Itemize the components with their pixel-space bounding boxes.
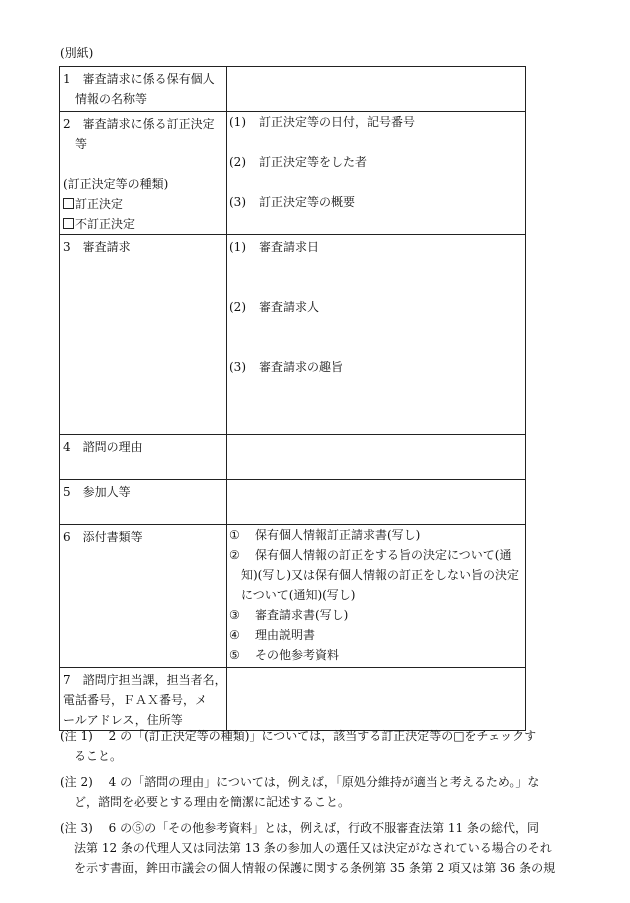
note-2-line1: (注 2) 4 の「諮問の理由」については，例えば，「原処分維持が適当と考えるため。」な xyxy=(60,775,540,789)
row2-item-2-text: 訂正決定等をした者 xyxy=(259,155,368,169)
attachment-5 xyxy=(229,645,523,665)
attachment-1-num: ① xyxy=(229,528,240,542)
row2-item-3 xyxy=(229,192,523,212)
attachment-2-num: ② xyxy=(229,548,240,562)
inquiry-form-table xyxy=(59,66,526,731)
row3-item-3 xyxy=(229,357,523,377)
note-1 xyxy=(60,726,555,766)
row2-value xyxy=(227,112,526,235)
non-correction-checkbox[interactable] xyxy=(63,218,74,229)
row2-item-3-text: 訂正決定等の概要 xyxy=(259,195,356,209)
row3-item-1 xyxy=(229,237,523,257)
note-2-line2: ど，諮問を必要とする理由を簡潔に記述すること。 xyxy=(74,795,351,809)
row6-label-text: 6 添付書類等 xyxy=(63,530,143,544)
decision-kinds-title: (訂正決定等の種類) xyxy=(63,177,169,191)
row3-item-2 xyxy=(229,297,523,317)
attachment-4-num: ④ xyxy=(229,628,240,642)
row1-value xyxy=(227,67,526,112)
attachment-2-text-line3: について(通知)(写し) xyxy=(241,588,356,602)
row2-item-3-num: (3) xyxy=(229,195,246,209)
attachment-5-num: ⑤ xyxy=(229,648,240,662)
attachment-label: (別紙) xyxy=(60,46,94,60)
row2-label-line1: 2 審査請求に係る訂正決定 xyxy=(63,117,215,131)
note-3 xyxy=(60,818,555,878)
row7-label-line1: 7 諮問庁担当課，担当者名， xyxy=(63,673,227,687)
row7-label-line3: ールアドレス，住所等 xyxy=(63,713,183,727)
row5-label-text: 5 参加人等 xyxy=(63,485,131,499)
row4-label-text: 4 諮問の理由 xyxy=(63,440,143,454)
row3-item-2-text: 審査請求人 xyxy=(259,300,320,314)
attachment-2 xyxy=(229,545,523,565)
row3-item-1-num: (1) xyxy=(229,240,246,254)
row3-label xyxy=(60,235,227,435)
row2-item-1-num: (1) xyxy=(229,115,246,129)
kind-correction-label: 訂正決定 xyxy=(75,197,124,211)
row3-label-text: 3 審査請求 xyxy=(63,240,131,254)
attachment-3-num: ③ xyxy=(229,608,240,622)
row-correction-decision xyxy=(60,112,526,235)
attachment-5-text: その他参考資料 xyxy=(255,648,340,662)
row2-item-2-num: (2) xyxy=(229,155,246,169)
attachment-1-text: 保有個人情報訂正請求書(写し) xyxy=(255,528,421,542)
row3-item-2-num: (2) xyxy=(229,300,246,314)
row3-value xyxy=(227,235,526,435)
row5-value xyxy=(227,480,526,525)
attachment-2-text-line2: 知)(写し)又は保有個人情報の訂正をしない旨の決定 xyxy=(241,568,520,582)
row5-label xyxy=(60,480,227,525)
row-inquiry-reason xyxy=(60,435,526,480)
row3-item-1-text: 審査請求日 xyxy=(259,240,320,254)
note-3-line3: を示す書面，鉾田市議会の個人情報の保護に関する条例第 35 条第 2 項又は第 36 条の規 xyxy=(74,861,556,875)
attachment-1 xyxy=(229,525,523,545)
note-1-line2: ること。 xyxy=(74,749,123,763)
row2-item-2 xyxy=(229,152,523,172)
row1-label-line2: 情報の名称等 xyxy=(75,92,148,106)
row7-label-line2: 電話番号，ＦＡＸ番号，メ xyxy=(63,693,208,707)
kind-non-correction-label: 不訂正決定 xyxy=(75,217,136,231)
row2-label xyxy=(60,112,227,235)
row1-label-line1: 1 審査請求に係る保有個人 xyxy=(63,72,215,86)
row6-value xyxy=(227,525,526,668)
row3-item-3-num: (3) xyxy=(229,360,246,374)
row7-label xyxy=(60,668,227,731)
attachment-4 xyxy=(229,625,523,645)
note-1-line1: (注 1) 2 の「(訂正決定等の種類)」については，該当する訂正決定等の□をチェックす xyxy=(60,729,537,743)
row6-label xyxy=(60,525,227,668)
notes-section xyxy=(60,726,555,884)
row-inquiry-request xyxy=(60,235,526,435)
row1-label xyxy=(60,67,227,112)
correction-checkbox[interactable] xyxy=(63,198,74,209)
row4-value xyxy=(227,435,526,480)
row-attachments xyxy=(60,525,526,668)
row-participants xyxy=(60,480,526,525)
row2-item-1-text: 訂正決定等の日付，記号番号 xyxy=(259,115,416,129)
attachment-3 xyxy=(229,605,523,625)
row-personal-info xyxy=(60,67,526,112)
note-2 xyxy=(60,772,555,812)
row2-spacer xyxy=(63,154,223,174)
attachment-2-text-line1: 保有個人情報の訂正をする旨の決定について(通 xyxy=(255,548,512,562)
attachment-4-text: 理由説明書 xyxy=(255,628,316,642)
row2-item-1 xyxy=(229,112,523,132)
kind-non-correction[interactable] xyxy=(63,214,223,234)
row-contact xyxy=(60,668,526,731)
note-3-line2: 法第 12 条の代理人又は同法第 13 条の参加人の選任又は決定がなされている場合のそれ xyxy=(74,841,552,855)
row7-value xyxy=(227,668,526,731)
attachment-3-text: 審査請求書(写し) xyxy=(255,608,349,622)
row2-label-line2: 等 xyxy=(75,137,88,151)
row4-label xyxy=(60,435,227,480)
note-3-line1: (注 3) 6 の⑤の「その他参考資料」とは，例えば，行政不服審査法第 11 条の総代，同 xyxy=(60,821,539,835)
kind-correction[interactable] xyxy=(63,194,223,214)
row3-item-3-text: 審査請求の趣旨 xyxy=(259,360,344,374)
